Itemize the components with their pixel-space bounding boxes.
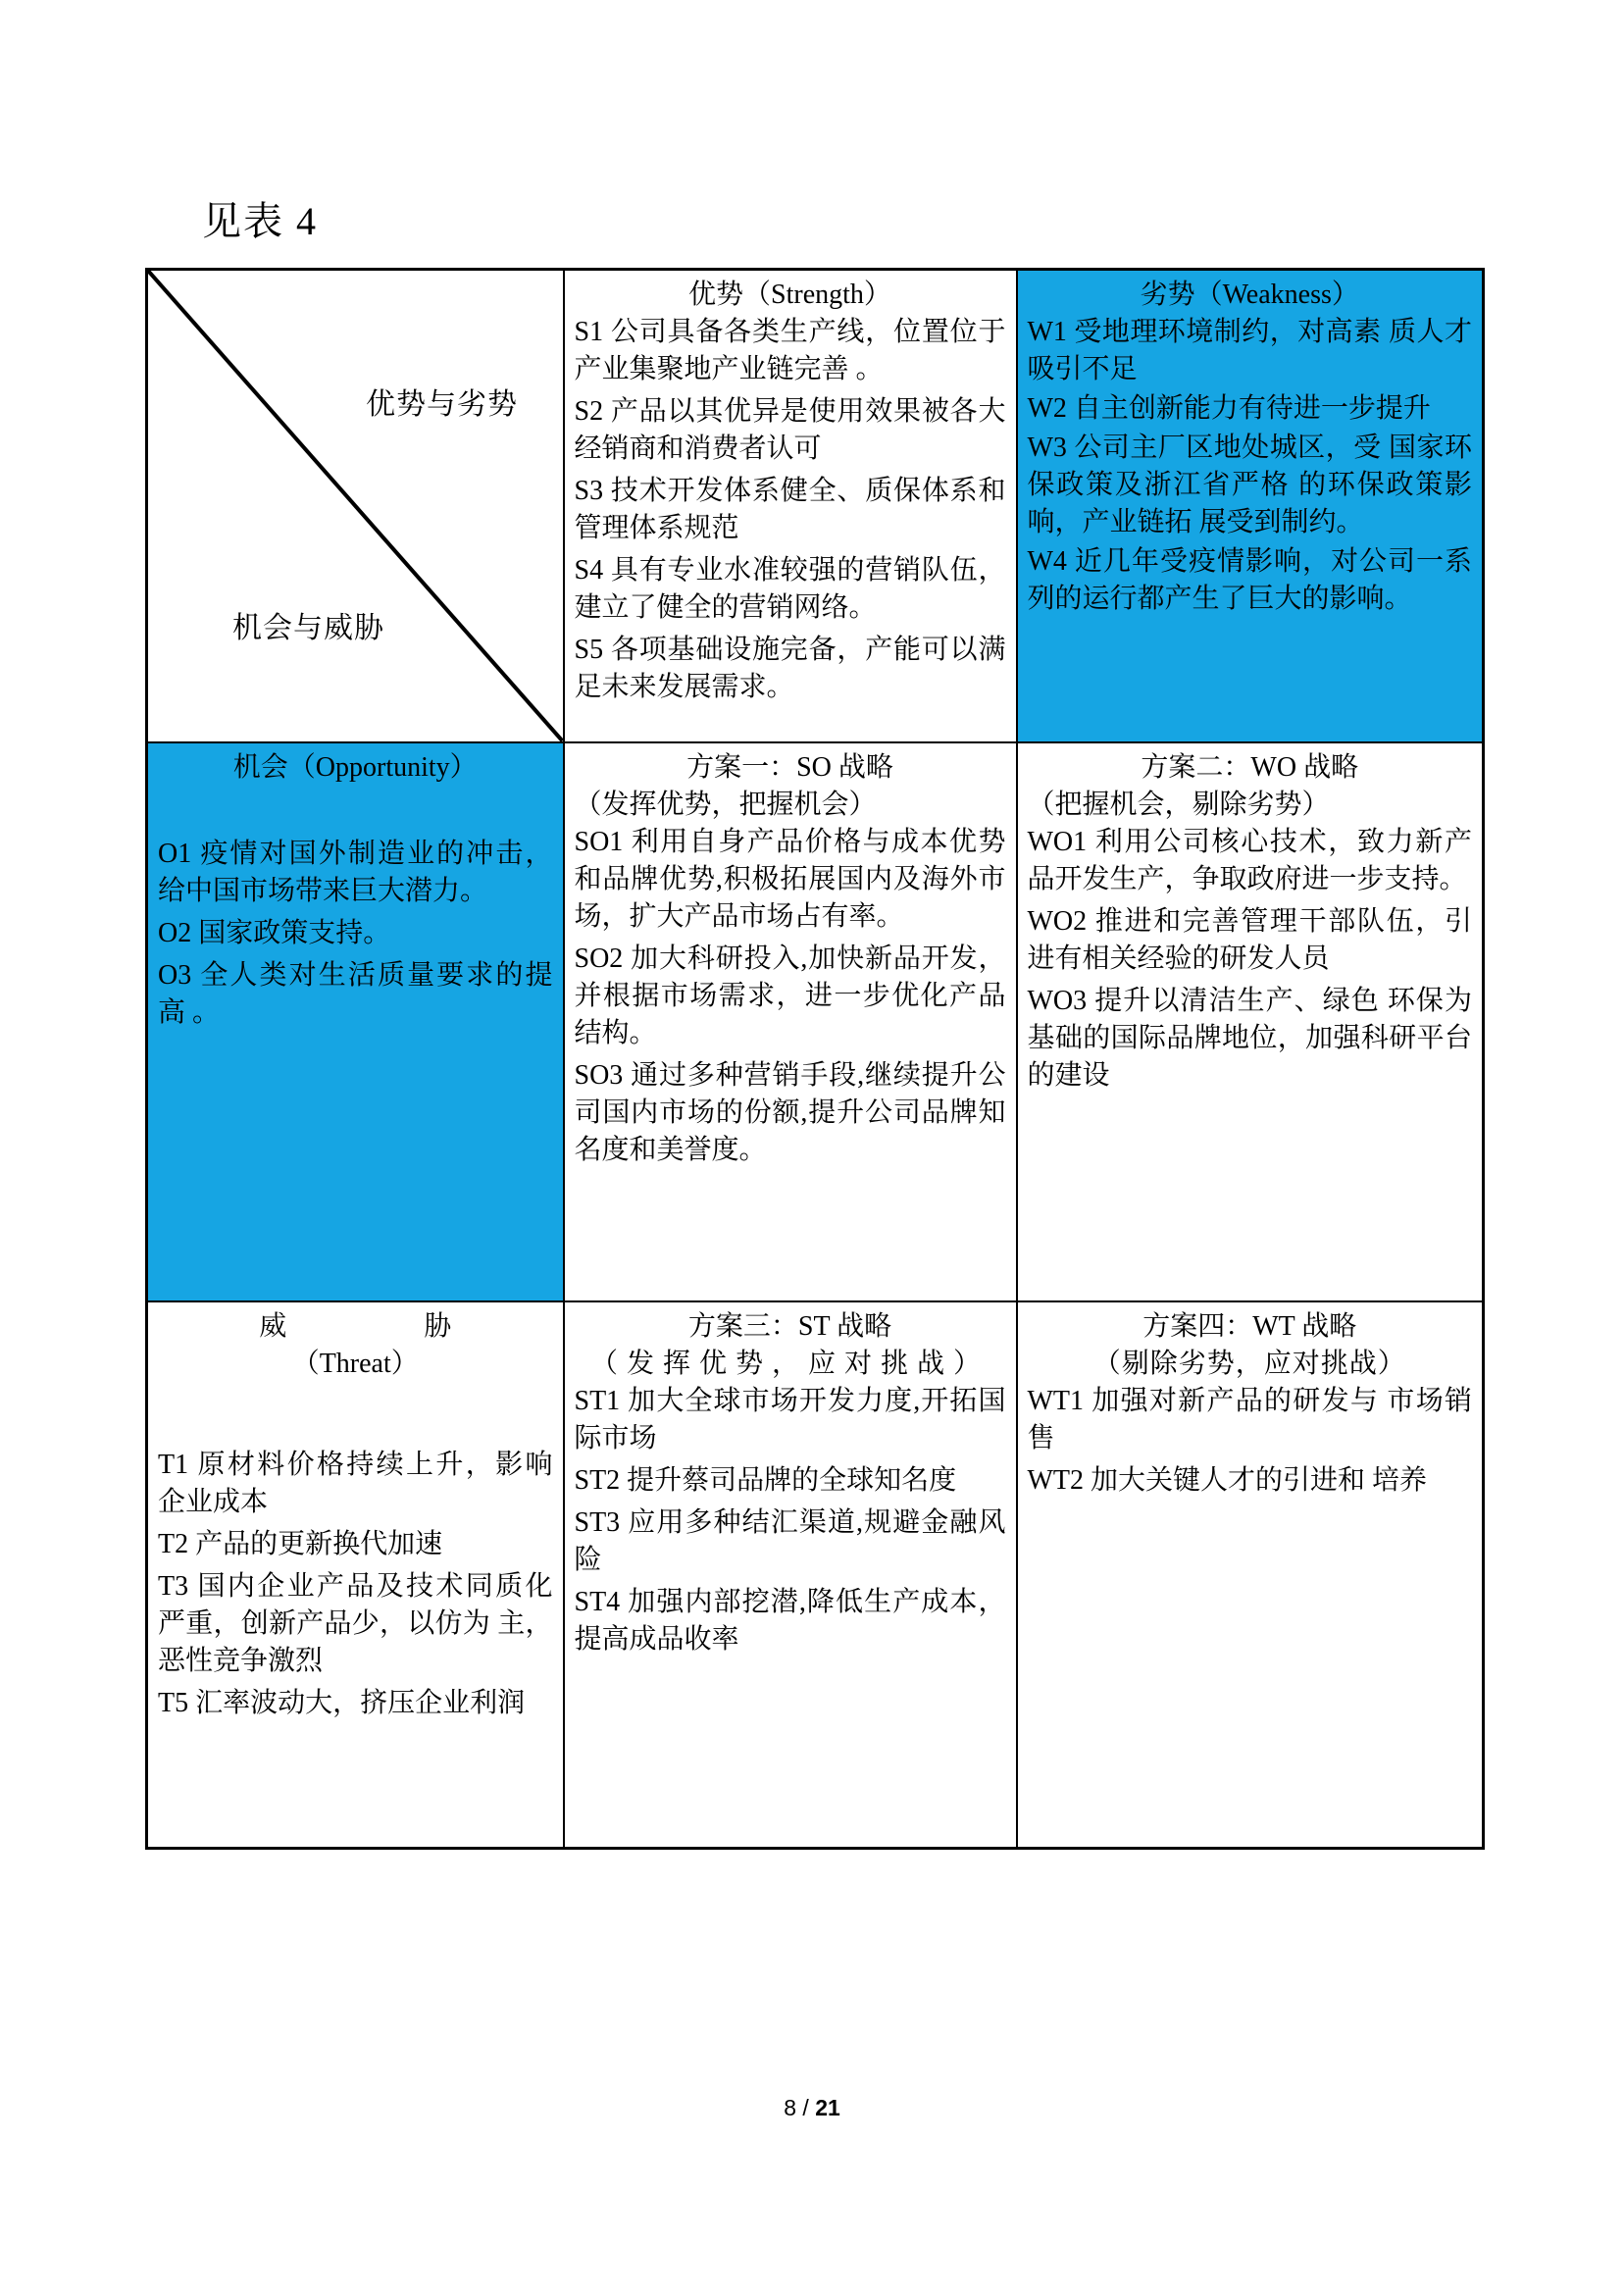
- threat-items: [158, 1447, 553, 1722]
- wt-header: 方案四：WT 战略: [1142, 1310, 1357, 1342]
- wt-subheader: （剔除劣势，应对挑战）: [1092, 1348, 1406, 1379]
- blank-line: [158, 787, 553, 836]
- wo-subheader: （把握机会，剔除劣势）: [1027, 789, 1330, 820]
- swot-item: S4 具有专业水准较强的营销队伍，建立了健全的营销网络。: [574, 555, 1006, 623]
- strength-cell: [564, 270, 1017, 742]
- swot-item: ST3 应用多种结汇渠道,规避金融风险: [574, 1506, 1006, 1575]
- weakness-cell: [1017, 270, 1484, 742]
- swot-item: S2 产品以其优异是使用效果被各大经销商和消费者认可: [574, 396, 1006, 464]
- page-separator: /: [796, 2095, 816, 2120]
- swot-item: W4 近几年受疫情影响，对公司一系列的运行都产生了巨大的影响。: [1027, 546, 1472, 614]
- swot-item: S3 技术开发体系健全、质保体系和管理体系规范: [574, 476, 1006, 543]
- swot-item: SO2 加大科研投入,加快新品开发，并根据市场需求，进一步优化产品结构。: [574, 943, 1006, 1048]
- strength-header: 优势（Strength）: [688, 280, 891, 310]
- threat-header-en: （Threat）: [291, 1348, 419, 1379]
- swot-item: ST1 加大全球市场开发力度,开拓国际市场: [574, 1385, 1006, 1453]
- swot-item: WT1 加强对新产品的研发与 市场销售: [1027, 1385, 1472, 1453]
- blank-line: [158, 1383, 553, 1447]
- corner-label-opportunity-threat: 机会与威胁: [232, 612, 384, 644]
- weakness-items: [1028, 314, 1473, 618]
- swot-item: W2 自主创新能力有待进一步提升: [1027, 393, 1431, 424]
- so-items: [575, 824, 1006, 1169]
- wo-header: 方案二：WO 战略: [1141, 751, 1359, 783]
- swot-item: SO1 利用自身产品价格与成本优势和品牌优势,积极拓展国内及海外市场，扩大产品市场占有率。: [574, 826, 1006, 932]
- st-items: [575, 1383, 1006, 1658]
- so-header: 方案一：SO 战略: [686, 751, 893, 783]
- diagonal-line: [148, 271, 563, 741]
- corner-cell: [147, 270, 564, 742]
- st-strategy-cell: [564, 1301, 1017, 1849]
- st-header: 方案三：ST 战略: [687, 1310, 892, 1342]
- swot-item: O1 疫情对国外制造业的冲击，给中国市场带来巨大潜力。: [158, 838, 553, 906]
- current-page: 8: [784, 2095, 797, 2120]
- swot-item: ST2 提升蔡司品牌的全球知名度: [574, 1464, 957, 1496]
- threat-cell: [147, 1301, 564, 1849]
- wt-items: [1028, 1383, 1473, 1500]
- swot-table: [145, 268, 1485, 1850]
- swot-item: T1 原材料价格持续上升，影响 企业成本: [158, 1449, 553, 1517]
- total-pages: 21: [815, 2095, 840, 2120]
- swot-item: WO1 利用公司核心技术，致力新产品开发生产，争取政府进一步支持。: [1027, 826, 1472, 894]
- swot-item: T3 国内企业产品及技术同质化 严重，创新产品少，以仿为 主，恶性竞争激烈: [158, 1570, 553, 1676]
- wt-strategy-cell: [1017, 1301, 1484, 1849]
- swot-item: O3 全人类对生活质量要求的提高 。: [158, 959, 553, 1028]
- st-subheader: （发挥优势，应对挑战）: [589, 1348, 990, 1379]
- so-strategy-cell: [564, 742, 1017, 1301]
- swot-item: S5 各项基础设施完备，产能可以满足未来发展需求。: [574, 635, 1006, 702]
- page-title: 见表 4: [202, 199, 318, 243]
- swot-item: O2 国家政策支持。: [158, 917, 391, 948]
- wo-items: [1028, 824, 1473, 1095]
- swot-item: WT2 加大关键人才的引进和 培养: [1027, 1464, 1428, 1496]
- wo-strategy-cell: [1017, 742, 1484, 1301]
- swot-item: T5 汇率波动大，挤压企业利润: [158, 1687, 526, 1718]
- swot-item: ST4 加强内部挖潜,降低生产成本，提高成品收率: [574, 1586, 1006, 1655]
- threat-header-cn: 威 胁: [259, 1310, 452, 1342]
- swot-item: WO2 推进和完善管理干部队伍，引进有相关经验的研发人员: [1027, 905, 1472, 974]
- weakness-header: 劣势（Weakness）: [1140, 280, 1359, 310]
- opportunity-header: 机会（Opportunity）: [232, 751, 478, 783]
- swot-item: T2 产品的更新换代加速: [158, 1528, 443, 1559]
- strength-items: [575, 314, 1006, 706]
- swot-item: WO3 提升以清洁生产、绿色 环保为基础的国际品牌地位，加强科研平台的建设: [1027, 985, 1472, 1091]
- page-number: [0, 2095, 1624, 2121]
- so-subheader: （发挥优势，把握机会）: [574, 789, 877, 820]
- opportunity-cell: [147, 742, 564, 1301]
- opportunity-items: [158, 836, 553, 1032]
- corner-label-strength-weakness: 优势与劣势: [366, 388, 518, 421]
- swot-item: S1 公司具备各类生产线，位置位于产业集聚地产业链完善 。: [574, 317, 1006, 384]
- swot-item: W1 受地理环境制约，对高素 质人才吸引不足: [1027, 317, 1472, 384]
- swot-item: W3 公司主厂区地处城区，受 国家环保政策及浙江省严格 的环保政策影响，产业链拓 展受到制约。: [1027, 433, 1472, 537]
- swot-item: SO3 通过多种营销手段,继续提升公司国内市场的份额,提升公司品牌知名度和美誉度。: [574, 1059, 1006, 1165]
